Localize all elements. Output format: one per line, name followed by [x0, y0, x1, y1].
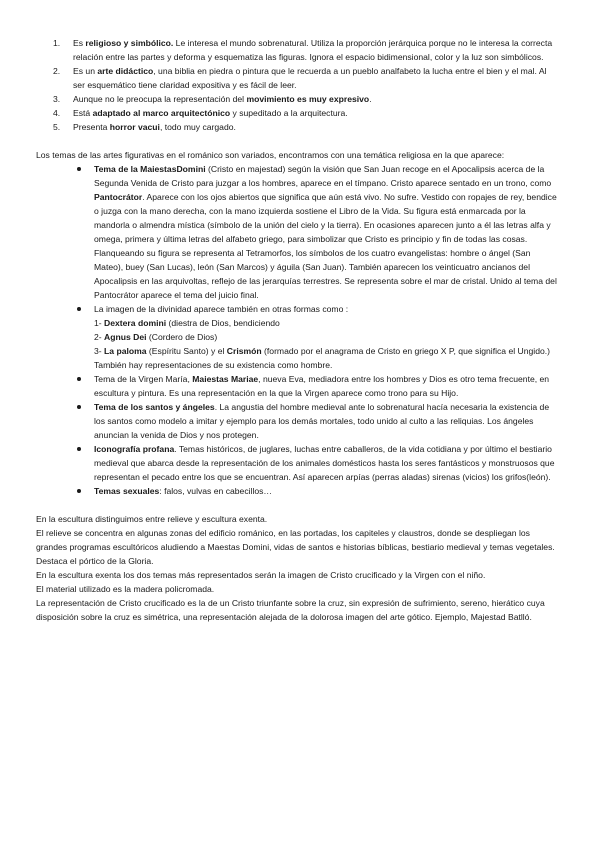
bullet-icon [77, 167, 81, 171]
theme-maiestas-domini: Tema de la MaiestasDomini (Cristo en majestad) según la visión que San Juan recoge en el Apocalipsis acerca de la Segunda Venida de Cristo para juzgar a los hombres, aparece en el tímpano. Cristo aparece sentado en un trono, como Pantocrátor. Aparece con los ojos abiertos que significa que aún está vivo. No sufre. Vestido con ropajes de rey, bendice o juzga con la mano derecha, con la mano izquierda sostiene el Libro de la Vida. Su figura está enmarcada por la mandorla o almendra mística (símbolo de la unión del cielo y la tierra). En ocasiones aparecen junto a él las letras alfa y omega, primera y última letras del alfabeto griego, para simbolizar que Cristo es principio y fin de todas las cosas. Flanqueando su figura se representa al Tetramorfos, los símbolos de los cuatro evangelistas: hombre o ángel (San Mateo), buey (San Lucas), león (San Marcos) y águila (San Juan). También aparecen los veinticuatro ancianos del Apocalipsis en las arquivoltas, reflejo de las jerarquías terrestres. Se representa sobre el mar de cristal. Unido al tema del Pantocrátor aparece el tema del juicio final. [94, 162, 560, 302]
theme-maiestas-mariae: Tema de la Virgen María, Maiestas Mariae, nueva Eva, mediadora entre los hombres y Dios es otro tema frecuente, en escultura y pintura. Es una representación en la que la Virgen aparece como trono para su Hijo. [94, 372, 560, 400]
spacer [36, 134, 560, 148]
paragraph-cristo: La representación de Cristo crucificado es la de un Cristo triunfante sobre la cruz, sin expresión de sufrimiento, sereno, hierático cuya disposición sobre la cruz es simétrica, una representación alejada de la dolorosa imagen del arte gótico. Ejemplo, Majestad Batlló. [36, 598, 545, 622]
themes-intro: Los temas de las artes figurativas en el románico son variados, encontramos con una temática religiosa en la que aparece: [36, 150, 505, 160]
bullet-icon [77, 447, 81, 451]
list-item: 1. Es religioso y simbólico. Le interesa el mundo sobrenatural. Utiliza la proporción jerárquica porque no le interesa la correcta relación entre las partes y deforma y esquematiza las figuras. Ignora el espacio bidimensional, color y la luz son simbólicos. [53, 38, 553, 62]
list-number: 3. [53, 94, 61, 104]
theme-temas-sexuales: Temas sexuales: falos, vulvas en cabecillos… [94, 484, 560, 498]
list-number: 1. [53, 38, 61, 48]
theme-santos-angeles: Tema de los santos y ángeles. La angustia del hombre medieval ante lo sobrenatural hacía necesaria la existencia de los santos como modelo a imitar y ejemplo para los demás mortales, todo unido al culto a las reliquias. Los ángeles anuncian la venida de Dios y nos protegen. [94, 400, 560, 442]
paragraph-relieve: El relieve se concentra en algunas zonas del edificio románico, en las portadas, los capiteles y claustros, donde se despliegan los grandes programas escultóricos aludiendo a Maestas Domini, vidas de santos e historias bíblicas, bestiario medieval y temas vegetales. Destaca el pórtico de la Gloria. [36, 528, 555, 566]
bullet-icon [77, 307, 81, 311]
characteristics-list [36, 36, 560, 134]
sub-item-paloma: 3- La paloma (Espíritu Santo) y el Crismón (formado por el anagrama de Cristo en griego X P, que significa el Ungido.) También hay representaciones de su existencia como hombre. [94, 346, 551, 370]
list-number: 4. [53, 108, 61, 118]
sub-item-agnus: 2- Agnus Dei (Cordero de Dios) [94, 332, 218, 342]
paragraph-escultura: En la escultura distinguimos entre relieve y escultura exenta. [36, 514, 268, 524]
theme-iconografia-profana: Iconografía profana. Temas históricos, de juglares, luchas entre caballeros, de la vida cotidiana y por último el bestiario medieval que abarca desde la representación de los animales domésticos hasta los seres fantásticos y monstruosos que representan el pecado entre los que se encuentran. Así aparecen arpías (perras aladas) sirenas (vicios) los grifos(león). [94, 442, 560, 484]
list-item: 2. Es un arte didáctico, una biblia en piedra o pintura que le recuerda a un pueblo analfabeto la lucha entre el bien y el mal. Al ser esquemático tiene claridad expositiva y es fácil de leer. [53, 66, 547, 90]
themes-list [36, 162, 560, 498]
bullet-icon [77, 377, 81, 381]
list-number: 5. [53, 122, 61, 132]
paragraph-material: El material utilizado es la madera policromada. [36, 584, 215, 594]
bullet-icon [77, 405, 81, 409]
theme-divinity-forms: La imagen de la divinidad aparece también en otras formas como : 1- Dextera domini (diestra de Dios, bendiciendo 2- Agnus Dei (Cordero de Dios) 3- La paloma (Espíritu Santo) y el Crismón (formado por el anagrama de Cristo en griego X P, que significa el Ungido.) También hay representaciones de su existencia como hombre. [94, 302, 560, 372]
list-item: 3. Aunque no le preocupa la representación del movimiento es muy expresivo. [53, 94, 372, 104]
bullet-icon [77, 489, 81, 493]
paragraph-exenta: En la escultura exenta los dos temas más representados serán la imagen de Cristo crucificado y la Virgen con el niño. [36, 570, 486, 580]
list-number: 2. [53, 66, 61, 76]
list-item: 5. Presenta horror vacui, todo muy cargado. [53, 122, 236, 132]
spacer [36, 498, 560, 512]
sub-item-dextera: 1- Dextera domini (diestra de Dios, bendiciendo [94, 318, 280, 328]
list-item: 4. Está adaptado al marco arquitectónico y supeditado a la arquitectura. [53, 108, 348, 118]
